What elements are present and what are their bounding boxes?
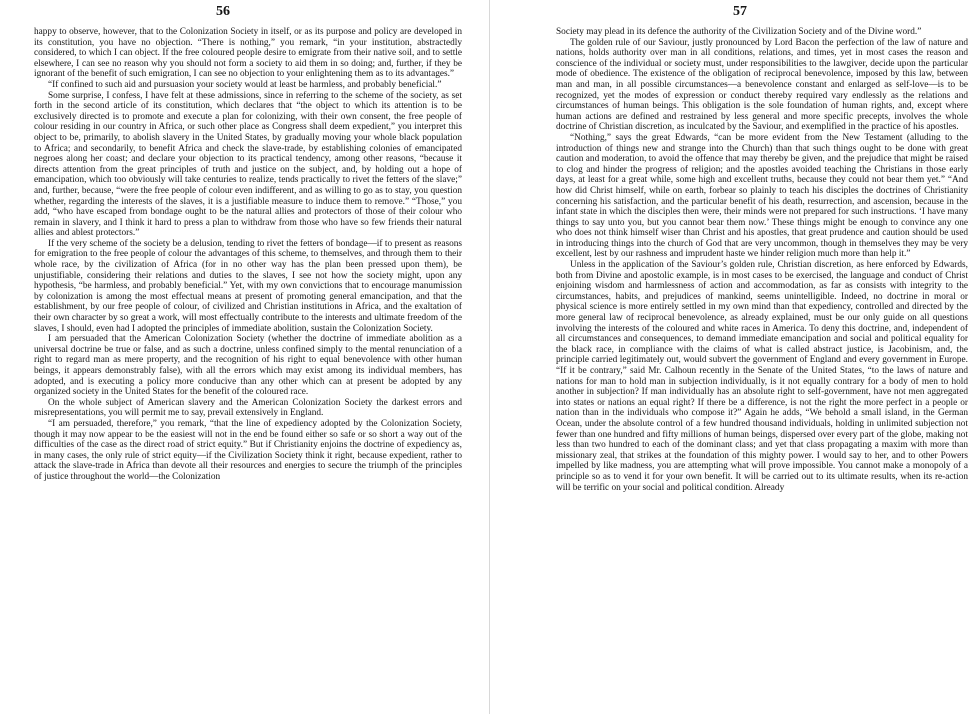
page-number: 57	[733, 4, 747, 19]
text-column	[34, 27, 462, 483]
paragraph: If the very scheme of the society be a delusion, tending to rivet the fetters of bondage—if to present as reasons for emigration to the free people of colour the advantages of this scheme, to themselves, and through them to their whole race, by the civilization of Africa (for in no other way has the plan been pressed upon them), be unjustifiable, considering their relations and duties to the slaves, I see not how the society might, upon any hypothesis, “be harmless, and probably beneficial.” Yet, with my own convictions that to encourage manumission by colonization is among the most effectual means at present of promoting general emancipation, and that the establishment, by our free people of colour, of civilized and Christian institutions in Africa, and the exaltation of their own character by so great a work, will most effectually contribute to the interests and ultimate freedom of the slaves, I should, even had I adopted the principles of immediate abolition, sustain the Colonization Society.	[34, 238, 462, 334]
paragraph: “If confined to such aid and pursuasion your society would at least be harmless, and probably beneficial.”	[48, 79, 442, 90]
paragraph: “Nothing,” says the great Edwards, “can be more evident from the New Testament (alluding to the introduction of things new and strange into the Church) than that such things ought to be done with great caution and moderation, to avoid the offence that may thereby be given, and the prejudice that might be raised to clog and hinder the progress of religion; and the apostles avoided teaching the Christians in those early days, at least for a great while, some high and excellent truths, because they could not bear them yet.” “And how did Christ himself, while on earth, forbear so plainly to teach his disciples the doctrines of Christianity concerning his satisfaction, and the particular benefit of his death, resurrection, and ascension, because in the infant state in which the disciples then were, their minds were not prepared for such instructions. ‘I have many things to say unto you, but you cannot bear them now.’ These things might be enough to convince any one who does not think himself wiser than Christ and his apostles, that great prudence and caution should be used in introducing things into the church of God that are very uncommon, though in themselves they may be very excellent, lest by our rashness and imprudent haste we hinder religion much more than help it.”	[556, 132, 968, 260]
text-column	[556, 27, 968, 493]
paragraph: The golden rule of our Saviour, justly pronounced by Lord Bacon the perfection of the law of nature and nations, holds authority over man in all conditions, relations, and times, yet in most cases the reason and conscience of the individual or society must, under responsibilities to the lawgiver, decide upon the particular mode of obedience. The existence of the obligation of reciprocal benevolence, imposed by this law, between man and man, in all possible circumstances—a benevolence constant and enlarged as self-love—is to be recognized, yet the modes of expression or conduct thereby required vary endlessly as the relations and circumstances of human beings. This obligation is the sole foundation of human rights, and, except where human actions are defined and restrained by less general and more specific precepts, involves the whole doctrine of Christian discretion, as inculcated by the Saviour, and exemplified in the practice of his apostles.	[556, 37, 968, 133]
paragraph: happy to observe, however, that to the Colonization Society in itself, or as its purpose and policy are developed in its constitution, you have no objection. “There is nothing,” you remark, “in your institution, abstractedly considered, to which I can object. If the free coloured people desire to emigrate from their native soil, and to settle elsewhere, I can see no reason why you should not form a society to aid them in so doing; and, further, if they be ignorant of the benefit of such emigration, I can see no objection to your enlightening them as to its advantages.”	[34, 27, 462, 80]
paragraph: I am persuaded that the American Colonization Society (whether the doctrine of immediate abolition as a universal doctrine be true or false, and as such a doctrine, unless confined simply to the mental renunciation of a right to regard man as mere property, and the recognition of his right to equal benevolence with other human beings, it appears demonstrably false), with all the errors which may exist among its individual members, has adopted, and is executing a policy more conducive than any other which can at present be adopted by any organized society in the United States for the benefit of the coloured race.	[34, 334, 462, 398]
paragraph: Society may plead in its defence the authority of the Civilization Society and of the Divine word.”	[556, 27, 922, 37]
right-page	[490, 0, 980, 714]
paragraph: Some surprise, I confess, I have felt at these admissions, since in referring to the scheme of the society, as set forth in the second article of its constitution, which declares that “the object to which its attention is to be exclusively directed is to promote and execute a plan for colonizing, with their own consent, the free people of colour residing in our country in Africa, or such other place as Congress shall deem expedient,” you interpret this object to be, primarily, to abolish slavery in the United States, by gradually moving your whole black population to Africa; and secondarily, to benefit Africa and check the slave-trade, by establishing colonies of emancipated negroes along her coast; and declare your objection to its practical tendency, among other reasons, “because it directs attention from the great principles of truth and justice on the subject, and, by holding out a hope of emancipation, which too obviously will take centuries to realize, tends practically to rivet the fetters of the slave;” and, further, because, “were the free people of colour even indifferent, and as willing to go as to stay, you question whether, regarding the interests of the slaves, it is a justifiable measure to induce them to remove.” “Those,” you add, “who have escaped from bondage ought to be the natural allies and protectors of those of their colour who remain in slavery, and I think it hard to press a plan to withdraw from those who have so few friends their natural allies and ablest protectors.”	[34, 90, 462, 239]
paragraph: On the whole subject of American slavery and the American Colonization Society the darkest errors and misrepresentations, you will permit me to say, prevail extensively in England.	[34, 397, 462, 419]
paragraph: “I am persuaded, therefore,” you remark, “that the line of expediency adopted by the Colonization Society, though it may now appear to be the easiest will not in the end be found either so safe or so short a way out of the difficulties of the case as the direct road of strict equity.” But if Christianity enjoins the doctrine of expediency as, in many cases, the only rule of strict equity—if the Civilization Society think it right, because expedient, rather to attack the slave-trade in Africa than devote all their resources and energies to secure the triumph of the principles of justice throughout the world—the Colonization	[34, 418, 462, 482]
paragraph: Unless in the application of the Saviour’s golden rule, Christian discretion, as here enforced by Edwards, both from Divine and apostolic example, is in most cases to be exercised, the language and conduct of Christ enjoining wisdom and harmlessness of action and accommodation, as far as consists with integrity to the circumstances, habits, and prejudices of mankind, seems unintelligible. Indeed, no doctrine in moral or physical science is more entirely settled in my own mind than that expediency, controlled and directed by the more general law of reciprocal benevolence, as already explained, must be our only guide on all questions involving the interests of the coloured and white races in America. To deny this doctrine, and, independent of all circumstances and consequences, to demand immediate emancipation and social and political equality for the black race, in compliance with the claims of what is called abstract justice, is Jacobinism, and, the principle carried legitimately out, would subvert the government of England and every government in Europe. “If it be contrary,” said Mr. Calhoun recently in the Senate of the United States, “to the laws of nature and nations for man to hold man in subjection individually, is it not equally contrary for a body of men to hold another in subjection? If man individually has an absolute right to self-government, have not men aggregated into states or nations an equal right? If there be a difference, is not the right the more perfect in a people or nation than in the individuals who compose it?” Again he adds, “We behold a small island, in the German Ocean, under the absolute control of a few hundred thousand individuals, holding in unlimited subjection not fewer than one hundred and fifty millions of human beings, dispersed over every part of the globe, making not less than two hundred to each of the dominant class; and yet that class propagating a maxim with more than missionary zeal, that strikes at the foundation of this mighty power. I would say to her, and to other Powers impelled by like madness, you are attempting what will prove impossible. You cannot make a monopoly of a principle so as to vend it for your own benefit. It will be carried out to its ultimate results, when its re-action will be terrific on your social and political condition. Already	[556, 260, 968, 493]
page-number: 56	[216, 4, 230, 19]
